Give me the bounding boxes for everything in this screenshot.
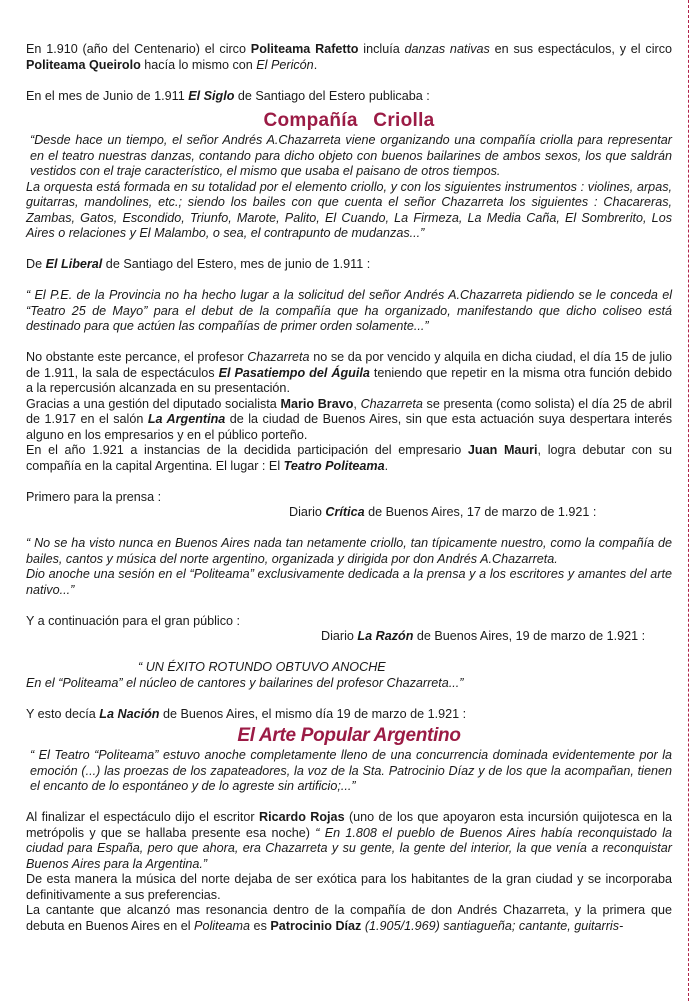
text: es [250,918,271,933]
text: No obstante este percance, el profesor [26,350,248,364]
text: De [26,257,46,271]
text-bold: Ricardo Rojas [259,810,345,824]
text-italic: “ En 1.808 el pueblo de Buenos Aires había reconquistado la ciudad para España, pero que ahora, era Chazarreta y su gente, la gente del interior, la que venía a reconquistar Buenos Aires para la Argentina.” [26,825,672,871]
paragraph-el-liberal [26,257,672,273]
text-bold-italic: La Razón [357,629,414,643]
text: incluía [358,42,405,56]
text: de Santiago del Estero, mes de junio de 1.911 : [102,257,371,271]
paragraph-prensa: Primero para la prensa : [26,489,162,504]
paragraph-la-nacion [26,707,672,723]
text-bold-italic: El Pasatiempo del Águila [218,365,370,380]
text: de la ciudad de Buenos Aires, sin que esta actuación suya despertara interés alguno en los empresarios y en el público porteño. [26,412,673,442]
text: Diario [289,505,326,519]
text: . [384,458,389,473]
text: se presenta (como solista) el día 25 de abril de 1.917 en el salón [26,396,672,426]
document-page [26,42,672,934]
text: teniendo que repetir en la misma otra función debido a la repercusión alcanzada en su presentación. [26,365,672,395]
paragraph-pasatiempo [26,350,672,397]
text-bold-italic: Teatro Politeama [283,458,385,473]
text: . [313,57,318,72]
text: hacía lo mismo con [140,57,257,72]
text-bold-italic: El Siglo [188,88,235,103]
text: En el año 1.921 a instancias de la decidida participación del empresario [26,443,468,457]
text-bold: Patrocinio Díaz [270,918,362,933]
text-italic: Politeama [194,918,251,933]
text-bold-italic: La Argentina [147,412,226,426]
heading-compania-criolla: Compañía Criolla [263,110,435,131]
heading-arte-popular: El Arte Popular Argentino [237,725,461,746]
text: de Buenos Aires, el mismo día 19 de marzo de 1.921 : [159,706,467,721]
text-bold-italic: El Liberal [45,257,103,271]
text-bold: Politeama Rafetto [250,42,359,56]
text: Diario [321,629,358,643]
text: En 1.910 (año del Centenario) el circo [26,42,251,56]
text: En el mes de Junio de 1.911 [26,88,189,103]
text: , logra debutar con su compañía en la capital Argentina. El lugar : El [26,443,673,473]
text: no se da por vencido y alquila en dicha ciudad, el día 15 de julio de 1.911, la sala de espectáculos [26,350,672,380]
paragraph-ricardo-rojas [26,810,672,872]
text: en sus espectáculos, y el circo [489,42,673,56]
paragraph-el-siglo [26,89,672,105]
text: Y esto decía [26,706,100,721]
text: de Buenos Aires, 19 de marzo de 1.921 : [413,629,646,643]
quote-el-siglo-2: La orquesta está formada en su totalidad por el elemento criollo, y con los siguientes instrumentos : violines, arpas, guitarras, mandolines, etc.; siendo los bailes con que cuenta el señor Chazarreta los siguientes : Chacareras, Zambas, Gatos, Escondido, Triunfo, Marote, Palito, El Cuando, La Firmeza, La Media Caña, El Sombrerito, Los Aires o relaciones y El Malambo, o sea, el contrapunto de mudanzas...” [26,179,672,240]
paragraph-juan-mauri [26,443,672,474]
text: (uno de los que apoyaron esta incursión quijotesca en la metrópolis y que se hallaba presente esa noche) [26,810,672,840]
text-italic: Chazarreta [247,350,310,364]
text-bold: Juan Mauri [467,443,538,457]
paragraph-gran-publico: Y a continuación para el gran público : [26,613,241,628]
quote-la-razon: En el “Politeama” el núcleo de cantores y bailarines del profesor Chazarreta...” [26,675,464,690]
text-bold-italic: La Nación [99,706,160,721]
page-edge-dashed-rule [688,0,689,1001]
text-bold-italic: Crítica [325,505,365,519]
quote-critica-2: Dio anoche una sesión en el “Politeama” exclusivamente dedicada a la prensa y a los escritores y amantes del arte nativo...” [26,567,672,597]
text-bold: Politeama Queirolo [26,57,141,72]
quote-la-razon-headline: “ UN ÉXITO ROTUNDO OBTUVO ANOCHE [138,660,386,674]
paragraph-mario-bravo [26,397,672,444]
text: Gracias a una gestión del diputado socialista [26,396,281,411]
quote-critica-1: “ No se ha visto nunca en Buenos Aires nada tan netamente criollo, tan típicamente nuestro, como la compañía de bailes, cantos y música del norte argentino, organizada y dirigida por don Andrés A.Chazarreta. [26,536,672,566]
text: Al finalizar el espectáculo dijo el escritor [26,810,259,824]
text: La cantante que alcanzó mas resonancia dentro de la compañía de don Andrés Chazarreta, y la primera que debuta en Buenos Aires en el [26,903,672,933]
quote-la-nacion: “ El Teatro “Politeama” estuvo anoche completamente lleno de una concurrencia dominada evidentemente por la emoción (...) las proezas de los zapateadores, la voz de la Sta. Patrocinio Díaz y de los que la acompañan, tienen el encanto de lo espontáneo y de lo agreste sin artificio;...” [30,748,672,793]
text-italic: (1.905/1.969) santiagueña; cantante, guitarris- [361,918,624,933]
paragraph-patrocinio-diaz [26,903,672,934]
text: , [353,396,361,411]
text-italic: danzas nativas [404,42,490,56]
source-critica [26,505,672,521]
text-bold: Mario Bravo [280,396,354,411]
paragraph-musica-norte: De esta manera la música del norte dejaba de ser exótica para los habitantes de la gran ciudad y se incorporaba definitivamente a sus preferencias. [26,872,672,902]
text-italic: Chazarreta [360,396,423,411]
quote-el-liberal: “ El P.E. de la Provincia no ha hecho lugar a la solicitud del señor Andrés A.Chazarreta pidiendo se le conceda el “Teatro 25 de Mayo” para el debut de la compañía que ha organizado, manifestando que dicho coliseo está destinado para que actúen las compañías de primer orden solamente...” [26,288,672,333]
paragraph-circo [26,42,672,73]
quote-el-siglo-1: “Desde hace un tiempo, el señor Andrés A.Chazarreta viene organizando una compañía criolla para representar en el teatro nuestras danzas, contando para dicho objeto con buenos bailarines de ambos sexos, los que saldrán vestidos con el traje característico, el mismo que usaba el paisano de otros tiempos. [30,133,672,178]
text: de Buenos Aires, 17 de marzo de 1.921 : [364,505,597,519]
text-italic: El Pericón [256,57,314,72]
source-la-razon [26,629,672,645]
text: de Santiago del Estero publicaba : [234,88,430,103]
